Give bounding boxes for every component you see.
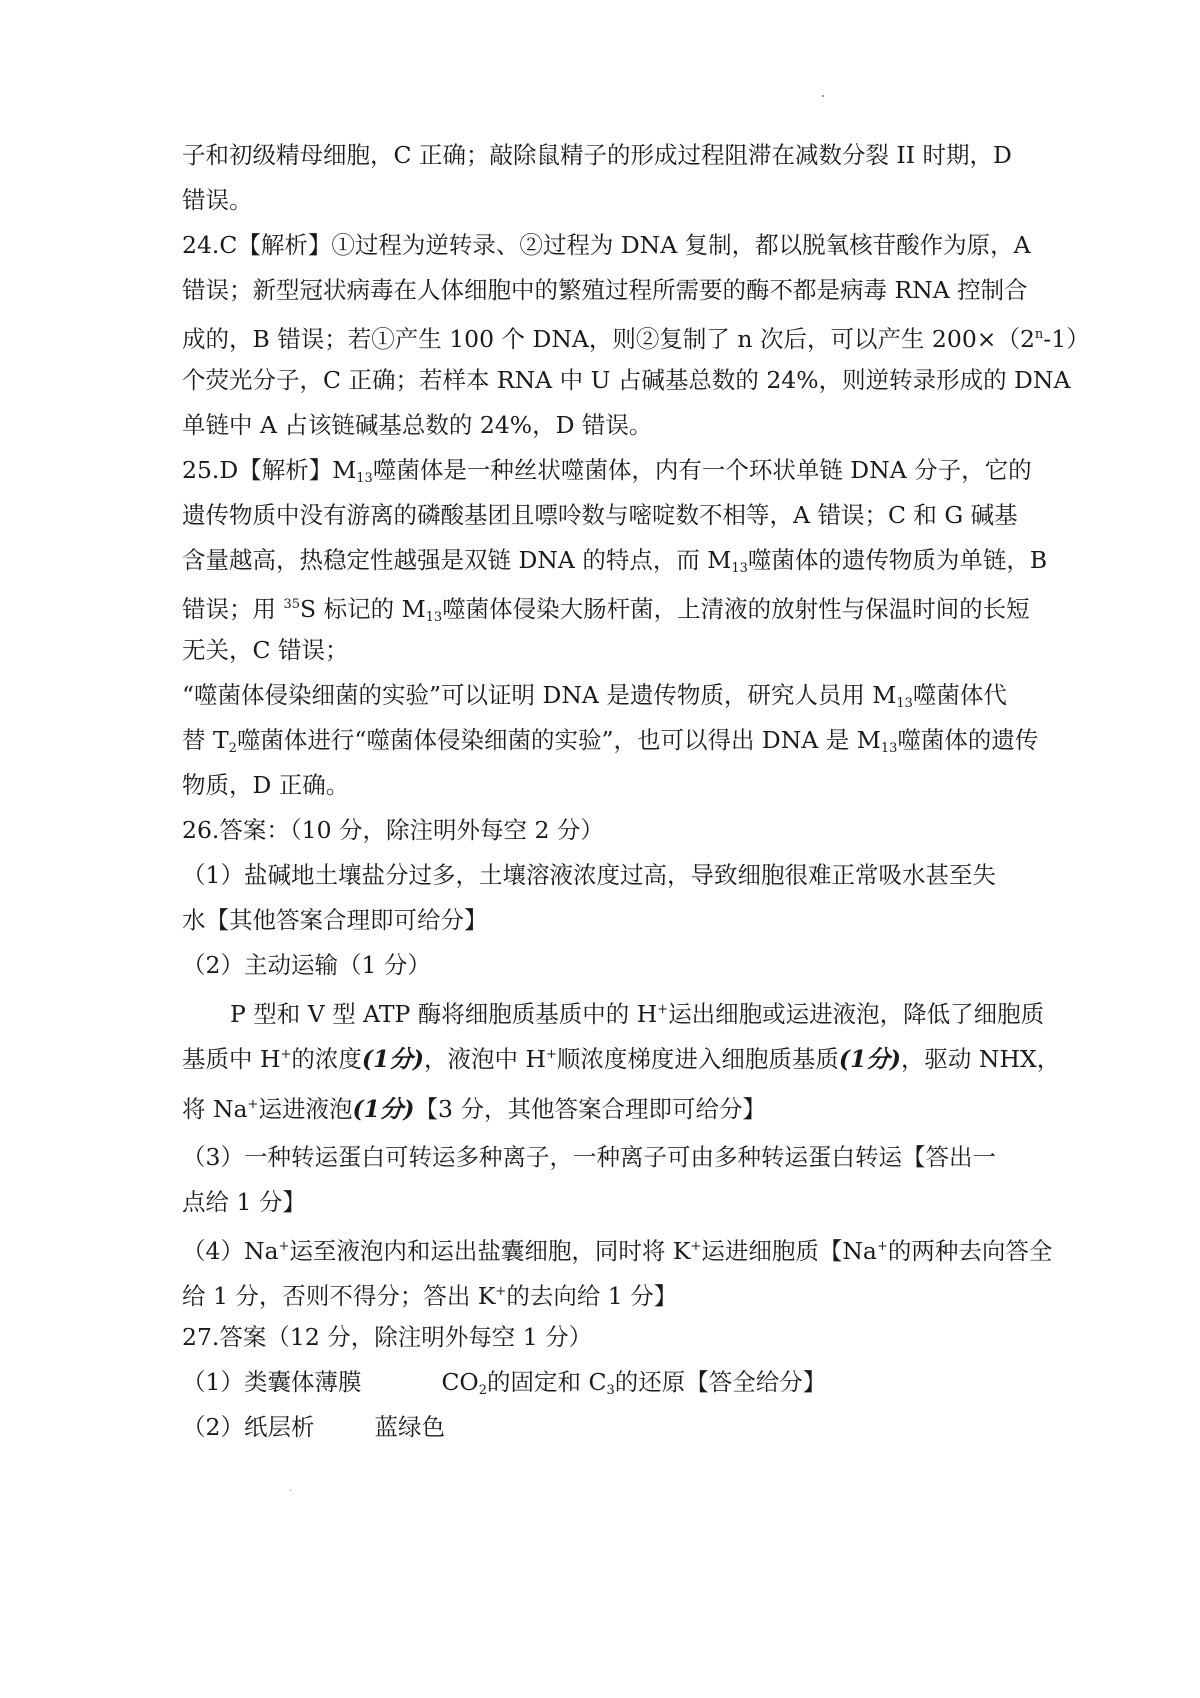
text-run: （1）盐碱地土壤盐分过多，土壤溶液浓度过高，导致细胞很难正常吸水甚至失 — [182, 861, 996, 889]
text-run: 噬菌体侵染大肠杆菌，上清液的放射性与保温时间的长短 — [442, 595, 1030, 623]
handwritten-score: (1分) — [361, 1045, 424, 1073]
text-run: 替 T — [182, 726, 229, 754]
text-run: 噬菌体是一种丝状噬菌体，内有一个环状单链 DNA 分子，它的 — [372, 456, 1032, 484]
text-run: 含量越高，热稳定性越强是双链 DNA 的特点，而 M — [182, 546, 732, 574]
text-line — [182, 635, 348, 665]
text-run: ，驱动 NHX， — [900, 1045, 1061, 1073]
scan-speck — [290, 1490, 291, 1491]
subscript: 13 — [896, 696, 913, 711]
subscript: 13 — [731, 561, 748, 576]
text-run: 噬菌体代 — [912, 681, 1007, 709]
answer-27-line — [182, 1322, 592, 1352]
superscript: + — [278, 1239, 290, 1254]
text-line — [182, 1142, 996, 1172]
text-line — [230, 995, 1044, 1029]
text-run: S 标记的 M — [300, 595, 426, 623]
answer-24-line — [182, 230, 1031, 260]
text-run: （1）类囊体薄膜 — [182, 1368, 362, 1396]
text-run: -1） — [1043, 325, 1090, 353]
text-line — [182, 1277, 677, 1311]
text-run: 噬菌体的遗传物质为单链，B — [747, 546, 1048, 574]
text-run: 无关，C 错误； — [182, 636, 349, 664]
text-line — [182, 275, 1028, 305]
text-run: 运进液泡 — [258, 1095, 353, 1123]
text-line — [182, 1090, 766, 1124]
text-run: 物质，D 正确。 — [182, 771, 350, 799]
text-line — [182, 545, 1047, 584]
text-run: 单链中 A 占该链碱基总数的 24%，D 错误。 — [182, 411, 653, 439]
text-line — [182, 500, 1018, 530]
text-run: 子和初级精母细胞，C 正确；敲除鼠精子的形成过程阻滞在减数分裂 II 时期，D — [182, 141, 1012, 169]
text-line — [182, 140, 1012, 170]
text-run: 错误。 — [182, 186, 253, 214]
superscript: + — [247, 1097, 259, 1112]
superscript: + — [876, 1239, 888, 1254]
text-run: 运进细胞质【Na — [701, 1237, 877, 1265]
text-line — [182, 905, 488, 935]
text-line — [182, 185, 253, 215]
text-run: 成的，B 错误；若①产生 100 个 DNA，则②复制了 n 次后，可以产生 200×（2 — [182, 325, 1035, 353]
handwritten-score: (1分) — [352, 1095, 415, 1123]
text-run: 27.答案（12 分，除注明外每空 1 分） — [182, 1323, 593, 1351]
text-line — [182, 1367, 826, 1406]
text-run: 错误；新型冠状病毒在人体细胞中的繁殖过程所需要的酶不都是病毒 RNA 控制合 — [182, 276, 1028, 304]
text-line — [182, 725, 1038, 764]
text-line — [182, 590, 1030, 633]
text-run: 运至液泡内和运出盐囊细胞，同时将 K — [289, 1237, 691, 1265]
text-line — [182, 950, 431, 980]
text-run: 运出细胞或运进液泡，降低了细胞质 — [668, 1000, 1045, 1028]
answer-26-line — [182, 815, 604, 845]
text-run: 基质中 H — [182, 1045, 281, 1073]
subscript: 13 — [425, 610, 443, 625]
subscript: 3 — [606, 1383, 615, 1398]
text-run: 个荧光分子，C 正确；若样本 RNA 中 U 占碱基总数的 24%，则逆转录形成的 DNA — [182, 366, 1071, 394]
text-run: 蓝绿色 — [374, 1413, 445, 1441]
text-run: 噬菌体的遗传 — [897, 726, 1039, 754]
text-run: 【3 分，其他答案合理即可给分】 — [414, 1095, 766, 1123]
text-line — [182, 770, 349, 800]
text-line — [182, 680, 1007, 719]
text-run: P 型和 V 型 ATP 酶将细胞质基质中的 H — [230, 1000, 658, 1028]
text-line — [182, 365, 1070, 395]
text-line — [182, 1187, 306, 1217]
text-run: 给 1 分，否则不得分；答出 K — [182, 1282, 496, 1310]
text-run: 噬菌体进行“噬菌体侵染细菌的实验”，也可以得出 DNA 是 M — [236, 726, 881, 754]
text-run: 遗传物质中没有游离的磷酸基团且嘌呤数与嘧啶数不相等，A 错误；C 和 G 碱基 — [182, 501, 1018, 529]
subscript: 13 — [356, 471, 373, 486]
scan-speck — [822, 95, 824, 97]
subscript: 2 — [228, 741, 237, 756]
text-run: “噬菌体侵染细菌的实验”可以证明 DNA 是遗传物质，研究人员用 M — [182, 681, 897, 709]
superscript: + — [495, 1284, 507, 1299]
text-run: ，液泡中 H — [423, 1045, 546, 1073]
handwritten-score: (1分) — [838, 1045, 901, 1073]
superscript: + — [280, 1047, 292, 1062]
text-line — [182, 1232, 1052, 1266]
superscript: n — [1034, 327, 1044, 342]
text-run: 的浓度 — [291, 1045, 362, 1073]
text-run: 的去向给 1 分】 — [506, 1282, 678, 1310]
superscript: 35 — [283, 597, 301, 612]
text-run: 的还原【答全给分】 — [614, 1368, 827, 1396]
text-line — [182, 1412, 445, 1442]
subscript: 2 — [478, 1383, 487, 1398]
text-run: （3）一种转运蛋白可转运多种离子，一种离子可由多种转运蛋白转运【答出一 — [182, 1143, 996, 1171]
text-run: （4）Na — [182, 1237, 279, 1265]
text-line — [182, 860, 996, 890]
text-run: 将 Na — [182, 1095, 248, 1123]
superscript: + — [657, 1002, 669, 1017]
text-line — [182, 410, 652, 440]
text-run: 水【其他答案合理即可给分】 — [182, 906, 488, 934]
text-run: 的两种去向答全 — [887, 1237, 1053, 1265]
text-run: 错误；用 — [182, 595, 284, 623]
text-run: CO — [441, 1368, 479, 1396]
text-run: 的固定和 C — [486, 1368, 607, 1396]
text-run: （2）纸层析 — [182, 1413, 315, 1441]
subscript: 13 — [880, 741, 898, 756]
superscript: + — [690, 1239, 702, 1254]
text-run: 顺浓度梯度进入细胞质基质 — [556, 1045, 839, 1073]
superscript: + — [545, 1047, 557, 1062]
text-run: （2）主动运输（1 分） — [182, 951, 431, 979]
text-line — [182, 1040, 1060, 1074]
text-run: 25.D【解析】M — [182, 456, 357, 484]
text-line — [182, 320, 1090, 354]
text-run: 26.答案：（10 分，除注明外每空 2 分） — [182, 816, 604, 844]
text-run: 点给 1 分】 — [182, 1188, 306, 1216]
answer-25-line — [182, 455, 1032, 494]
text-run: 24.C【解析】①过程为逆转录、②过程为 DNA 复制，都以脱氧核苷酸作为原，A — [182, 231, 1031, 259]
